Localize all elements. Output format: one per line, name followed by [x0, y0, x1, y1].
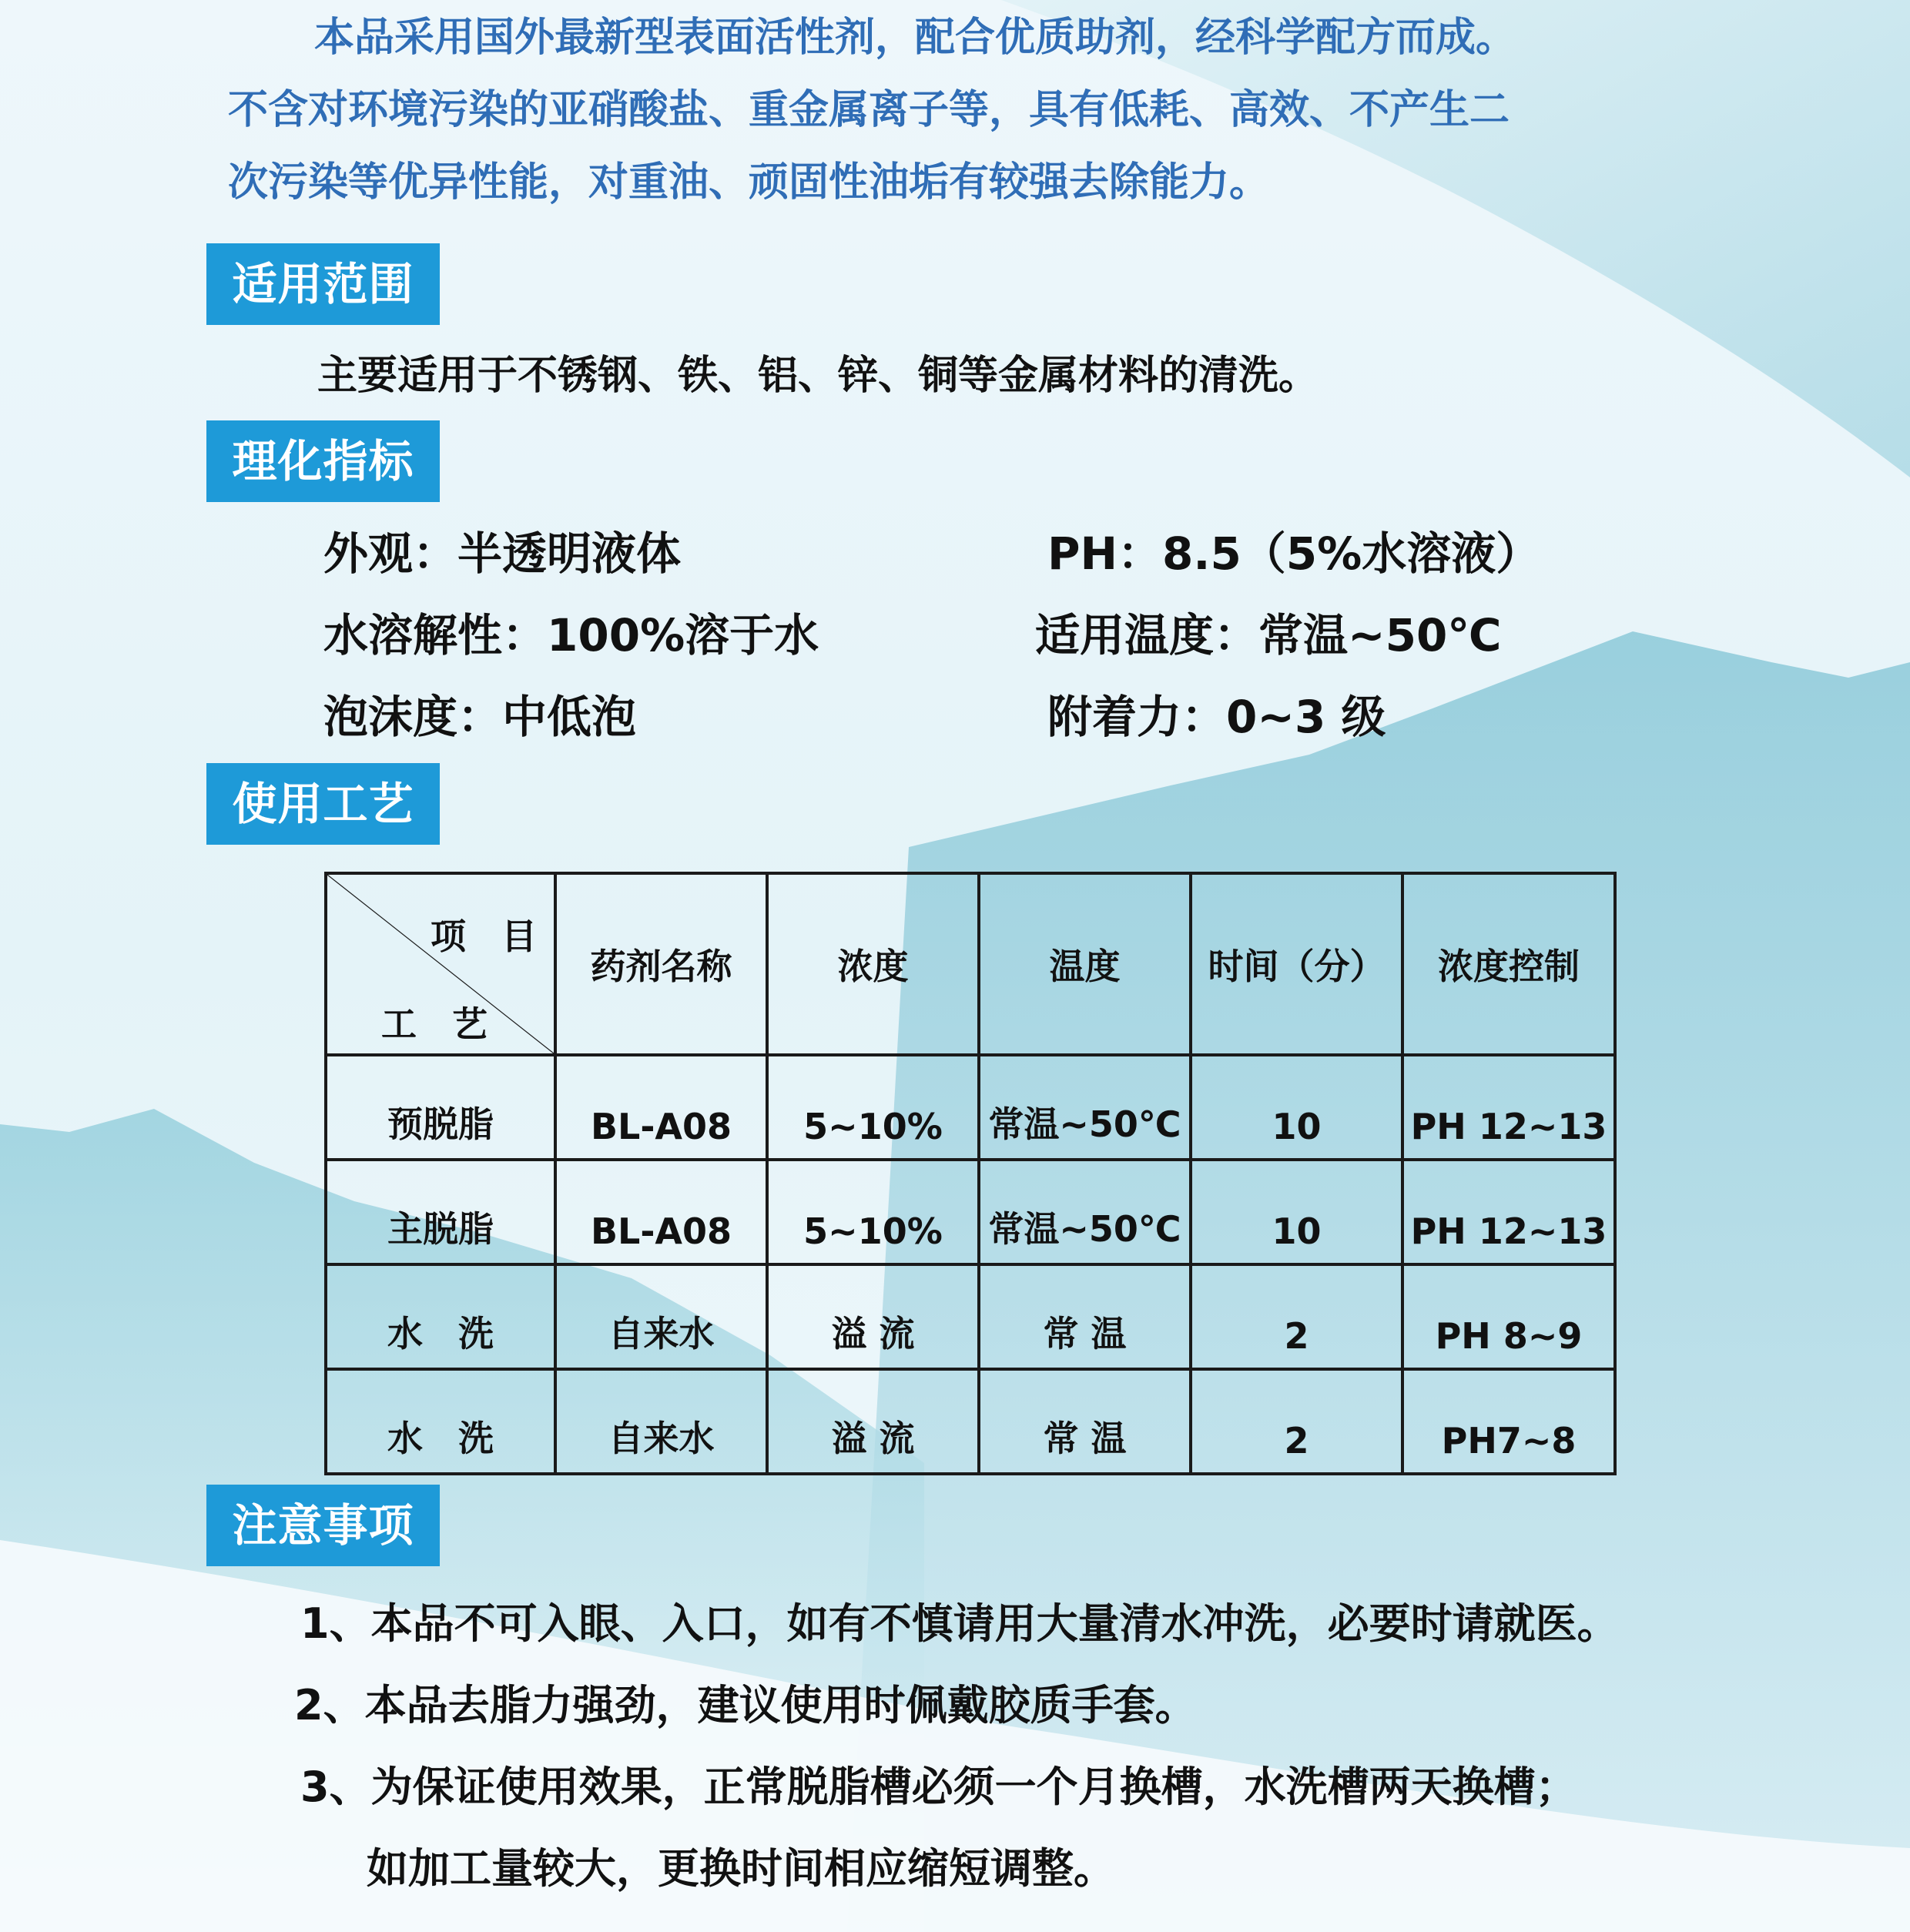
section-title-process: 使用工艺 [206, 763, 440, 845]
note-item-3: 3、为保证使用效果，正常脱脂槽必须一个月换槽，水洗槽两天换槽； [300, 1763, 1577, 1811]
cell-process: 水 洗 [326, 1264, 555, 1369]
cell-agent: 自来水 [555, 1264, 767, 1369]
cell-concentration-control: PH7~8 [1402, 1369, 1615, 1474]
cell-time: 10 [1191, 1160, 1402, 1264]
table-row [326, 1055, 1615, 1160]
cell-concentration: 5~10% [767, 1160, 979, 1264]
header-agent: 药剂名称 [555, 873, 767, 1055]
scope-text: 主要适用于不锈钢、铁、铝、锌、铜等金属材料的清洗。 [317, 353, 1319, 399]
note-item-3-continued: 如加工量较大，更换时间相应缩短调整。 [367, 1844, 1115, 1893]
note-item-1: 1、本品不可入眼、入口，如有不慎请用大量清水冲洗，必要时请就医。 [300, 1599, 1619, 1648]
cell-time: 10 [1191, 1055, 1402, 1160]
cell-agent: 自来水 [555, 1369, 767, 1474]
cell-concentration: 5~10% [767, 1055, 979, 1160]
spec-appearance: 外观：半透明液体 [323, 527, 682, 580]
section-title-notes: 注意事项 [206, 1485, 440, 1566]
header-time: 时间（分） [1191, 873, 1402, 1055]
intro-paragraph [228, 2, 1691, 219]
spec-temperature: 适用温度：常温~50℃ [1035, 609, 1502, 661]
intro-line-3: 次污染等优异性能，对重油、顽固性油垢有较强去除能力。 [228, 159, 1270, 206]
table-row [326, 1369, 1615, 1474]
spec-foam: 泡沫度：中低泡 [323, 691, 637, 743]
cell-concentration-control: PH 12~13 [1402, 1055, 1615, 1160]
table-header-row [326, 873, 1615, 1055]
note-item-2: 2、本品去脂力强劲，建议使用时佩戴胶质手套。 [294, 1681, 1197, 1729]
cell-temperature: 常温~50℃ [979, 1055, 1191, 1160]
cell-time: 2 [1191, 1264, 1402, 1369]
cell-temperature: 常温~50℃ [979, 1160, 1191, 1264]
table-row [326, 1264, 1615, 1369]
header-concentration: 浓度 [767, 873, 979, 1055]
section-title-specs: 理化指标 [206, 420, 440, 502]
cell-process: 水 洗 [326, 1369, 555, 1474]
header-concentration-control: 浓度控制 [1402, 873, 1615, 1055]
spec-ph: PH：8.5（5%水溶液） [1047, 527, 1541, 580]
cell-concentration-control: PH 12~13 [1402, 1160, 1615, 1264]
cell-process: 预脱脂 [326, 1055, 555, 1160]
diagonal-header-cell [326, 873, 555, 1055]
cell-concentration-control: PH 8~9 [1402, 1264, 1615, 1369]
intro-line-1: 本品采用国外最新型表面活性剂，配合优质助剂，经科学配方而成。 [314, 15, 1516, 61]
cell-time: 2 [1191, 1369, 1402, 1474]
cell-agent: BL-A08 [555, 1160, 767, 1264]
cell-concentration: 溢 流 [767, 1264, 979, 1369]
cell-temperature: 常 温 [979, 1264, 1191, 1369]
corner-label-item: 项 目 [431, 916, 537, 957]
corner-label-process: 工 艺 [381, 1003, 488, 1045]
section-title-scope: 适用范围 [206, 243, 440, 325]
intro-line-2: 不含对环境污染的亚硝酸盐、重金属离子等，具有低耗、高效、不产生二 [228, 87, 1510, 133]
header-temperature: 温度 [979, 873, 1191, 1055]
spec-adhesion: 附着力：0~3 级 [1047, 691, 1386, 743]
process-table [324, 872, 1617, 1475]
cell-concentration: 溢 流 [767, 1369, 979, 1474]
spec-solubility: 水溶解性：100%溶于水 [323, 609, 819, 661]
cell-process: 主脱脂 [326, 1160, 555, 1264]
cell-temperature: 常 温 [979, 1369, 1191, 1474]
table-row [326, 1160, 1615, 1264]
cell-agent: BL-A08 [555, 1055, 767, 1160]
